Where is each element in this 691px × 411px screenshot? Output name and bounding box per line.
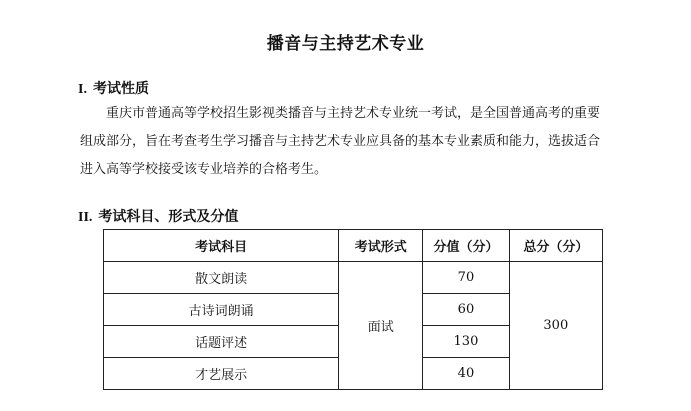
- section-1-number: I.: [78, 82, 87, 97]
- section-2-number: II.: [78, 210, 93, 225]
- header-form: 考试形式: [339, 230, 423, 262]
- section-1-heading: [78, 78, 149, 98]
- header-total: 总分（分）: [509, 230, 602, 262]
- cell-subject: 话题评述: [104, 326, 339, 358]
- table-row: [104, 262, 603, 294]
- document-title: 播音与主持艺术专业: [266, 34, 425, 54]
- cell-score: 70: [423, 262, 509, 294]
- cell-subject: 古诗词朗诵: [104, 294, 339, 326]
- cell-total: 300: [509, 262, 602, 390]
- cell-form: 面试: [339, 262, 423, 390]
- paragraph-line: 进入高等学校接受该专业培养的合格考生。: [80, 162, 328, 177]
- header-subject: 考试科目: [104, 230, 339, 262]
- header-score: 分值（分）: [423, 230, 509, 262]
- section-1-title: 考试性质: [92, 81, 149, 97]
- paragraph-line: 组成部分，旨在考查考生学习播音与主持艺术专业应具备的基本专业素质和能力，选拔适合: [80, 134, 601, 149]
- paragraph-line: 重庆市普通高等学校招生影视类播音与主持艺术专业统一考试，是全国普通高考的重要: [106, 106, 601, 121]
- cell-subject: 散文朗读: [104, 262, 339, 294]
- cell-subject: 才艺展示: [104, 358, 339, 390]
- exam-score-table: [103, 229, 603, 390]
- section-1-paragraph: [80, 100, 640, 184]
- cell-score: 60: [423, 294, 509, 326]
- table-header-row: [104, 230, 603, 262]
- section-2-title: 考试科目、形式及分值: [98, 209, 239, 225]
- cell-score: 40: [423, 358, 509, 390]
- section-2-heading: [78, 206, 238, 226]
- cell-score: 130: [423, 326, 509, 358]
